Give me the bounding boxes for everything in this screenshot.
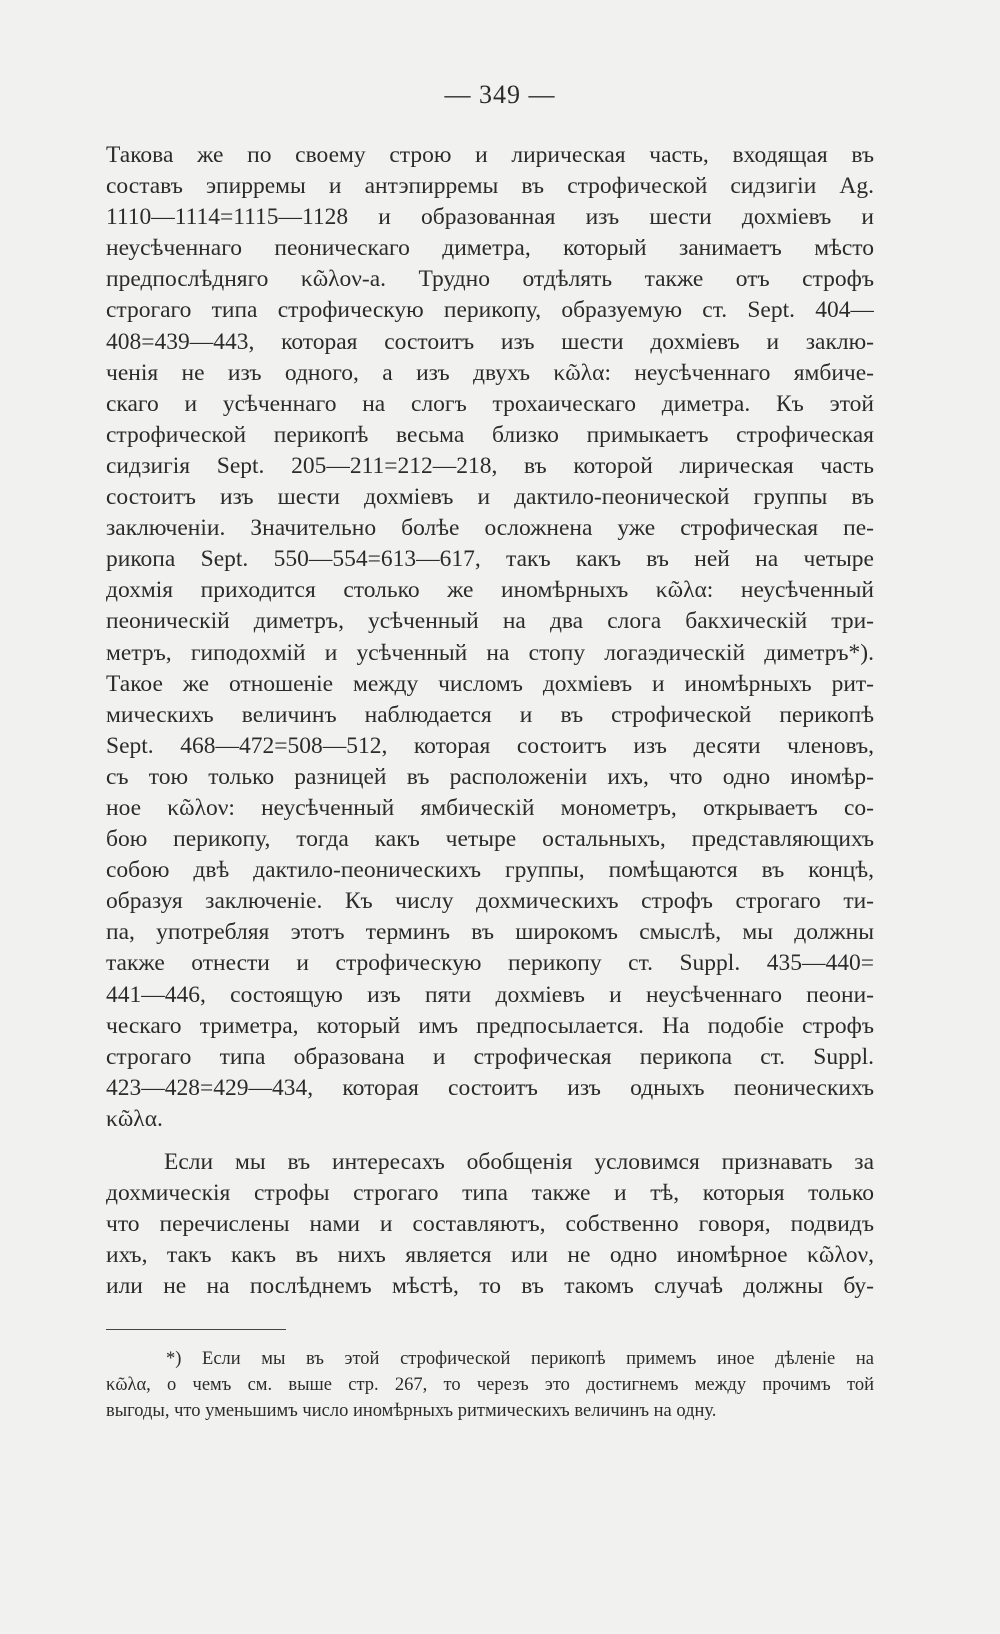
text-line: строгаго типа образована и строфическая перикопа ст. Suppl. — [106, 1043, 874, 1070]
text-line: строгаго типа строфическую перикопу, образуемую ст. Sept. 404— — [106, 297, 874, 324]
text-line: 1110—1114=1115—1128 и образованная изъ шести дохміевъ и — [106, 204, 874, 231]
text-line: 408=439—443, которая состоитъ изъ шести дохміевъ и заклю- — [106, 328, 874, 355]
text-line: κῶλα. — [106, 1105, 163, 1132]
text-line: или не на послѣднемъ мѣстѣ, то въ такомъ случаѣ должны бу- — [106, 1273, 874, 1300]
text-line: ческаго триметра, который имъ предпосылается. На подобіе строфъ — [106, 1012, 874, 1039]
text-line: ихъ, такъ какъ въ нихъ является или не одно иномѣрное κῶλον, — [106, 1242, 874, 1269]
text-line: также отнести и строфическую перикопу ст. Suppl. 435—440= — [106, 950, 874, 977]
main-text — [106, 140, 874, 1302]
text-line: мическихъ величинъ наблюдается и въ строфической перикопѣ — [106, 701, 874, 728]
paragraph-2 — [106, 1147, 874, 1302]
text-line: неусѣченнаго пеоническаго диметра, который занимаетъ мѣсто — [106, 235, 874, 262]
text-line: метръ, гиподохмій и усѣченный на стопу логаэдическій диметръ*). — [106, 639, 874, 666]
footnote — [106, 1346, 874, 1424]
text-line: Если мы въ интересахъ обобщенія условимся признавать за — [164, 1149, 874, 1175]
text-line: сидзигія Sept. 205—211=212—218, въ которой лирическая часть — [106, 452, 874, 479]
text-line: собою двѣ дактило-пеоническихъ группы, помѣщаются въ концѣ, — [106, 857, 874, 884]
text-line: ное κῶλον: неусѣченный ямбическій монометръ, открываетъ со- — [106, 794, 874, 821]
text-line: па, употребляя этотъ терминъ въ широкомъ смыслѣ, мы должны — [106, 919, 874, 946]
text-line: дохмія приходится столько же иномѣрныхъ κῶλα: неусѣченный — [106, 577, 874, 604]
paragraph-1 — [106, 140, 874, 1135]
text-line: 423—428=429—434, которая состоитъ изъ одныхъ пеоническихъ — [106, 1074, 874, 1101]
text-line: скаго и усѣченнаго на слогъ трохаическаго диметра. Къ этой — [106, 390, 874, 417]
text-line: что перечислены нами и составляютъ, собственно говоря, подвидъ — [106, 1211, 874, 1238]
text-line: Такое же отношеніе между числомъ дохміевъ и иномѣрныхъ рит- — [106, 670, 874, 697]
text-line: ченія не изъ одного, а изъ двухъ κῶλα: неусѣченнаго ямбиче- — [106, 359, 874, 386]
text-line: дохмическія строфы строгаго типа также и тѣ, которыя только — [106, 1180, 874, 1207]
text-line: съ тою только разницей въ расположеніи ихъ, что одно иномѣр- — [106, 763, 874, 790]
footnote-line: выгоды, что уменьшимъ число иномѣрныхъ ритмическихъ величинъ на одну. — [106, 1401, 717, 1421]
text-line: бою перикопу, тогда какъ четыре остальныхъ, представляющихъ — [106, 826, 874, 853]
footnote-divider — [106, 1329, 286, 1330]
footnote-line: *) Если мы въ этой строфической перикопѣ примемъ иное дѣленіе на — [166, 1349, 874, 1369]
text-line: 441—446, состоящую изъ пяти дохміевъ и неусѣченнаго пеони- — [106, 981, 874, 1008]
text-line: образуя заключеніе. Къ числу дохмическихъ строфъ строгаго ти- — [106, 888, 874, 915]
text-line: Sept. 468—472=508—512, которая состоитъ изъ десяти членовъ, — [106, 732, 874, 759]
text-line: рикопа Sept. 550—554=613—617, такъ какъ въ ней на четыре — [106, 546, 874, 573]
text-line: пеоническій диметръ, усѣченный на два слога бакхическій три- — [106, 608, 874, 635]
text-line: строфической перикопѣ весьма близко примыкаетъ строфическая — [106, 421, 874, 448]
text-line: Такова же по своему строю и лирическая часть, входящая въ — [106, 142, 874, 168]
text-line: составъ эпирремы и антэпирремы въ строфической сидзигіи Ag. — [106, 173, 874, 200]
text-line: предпослѣдняго κῶλον-а. Трудно отдѣлять также отъ строфъ — [106, 266, 874, 293]
footnote-line: κῶλα, о чемъ см. выше стр. 267, то черезъ это достигнемъ между прочимъ той — [106, 1375, 874, 1395]
text-line: заключеніи. Значительно болѣе осложнена уже строфическая пе- — [106, 515, 874, 542]
text-line: состоитъ изъ шести дохміевъ и дактило-пеонической группы въ — [106, 484, 874, 511]
page-number: — 349 — — [444, 80, 556, 109]
